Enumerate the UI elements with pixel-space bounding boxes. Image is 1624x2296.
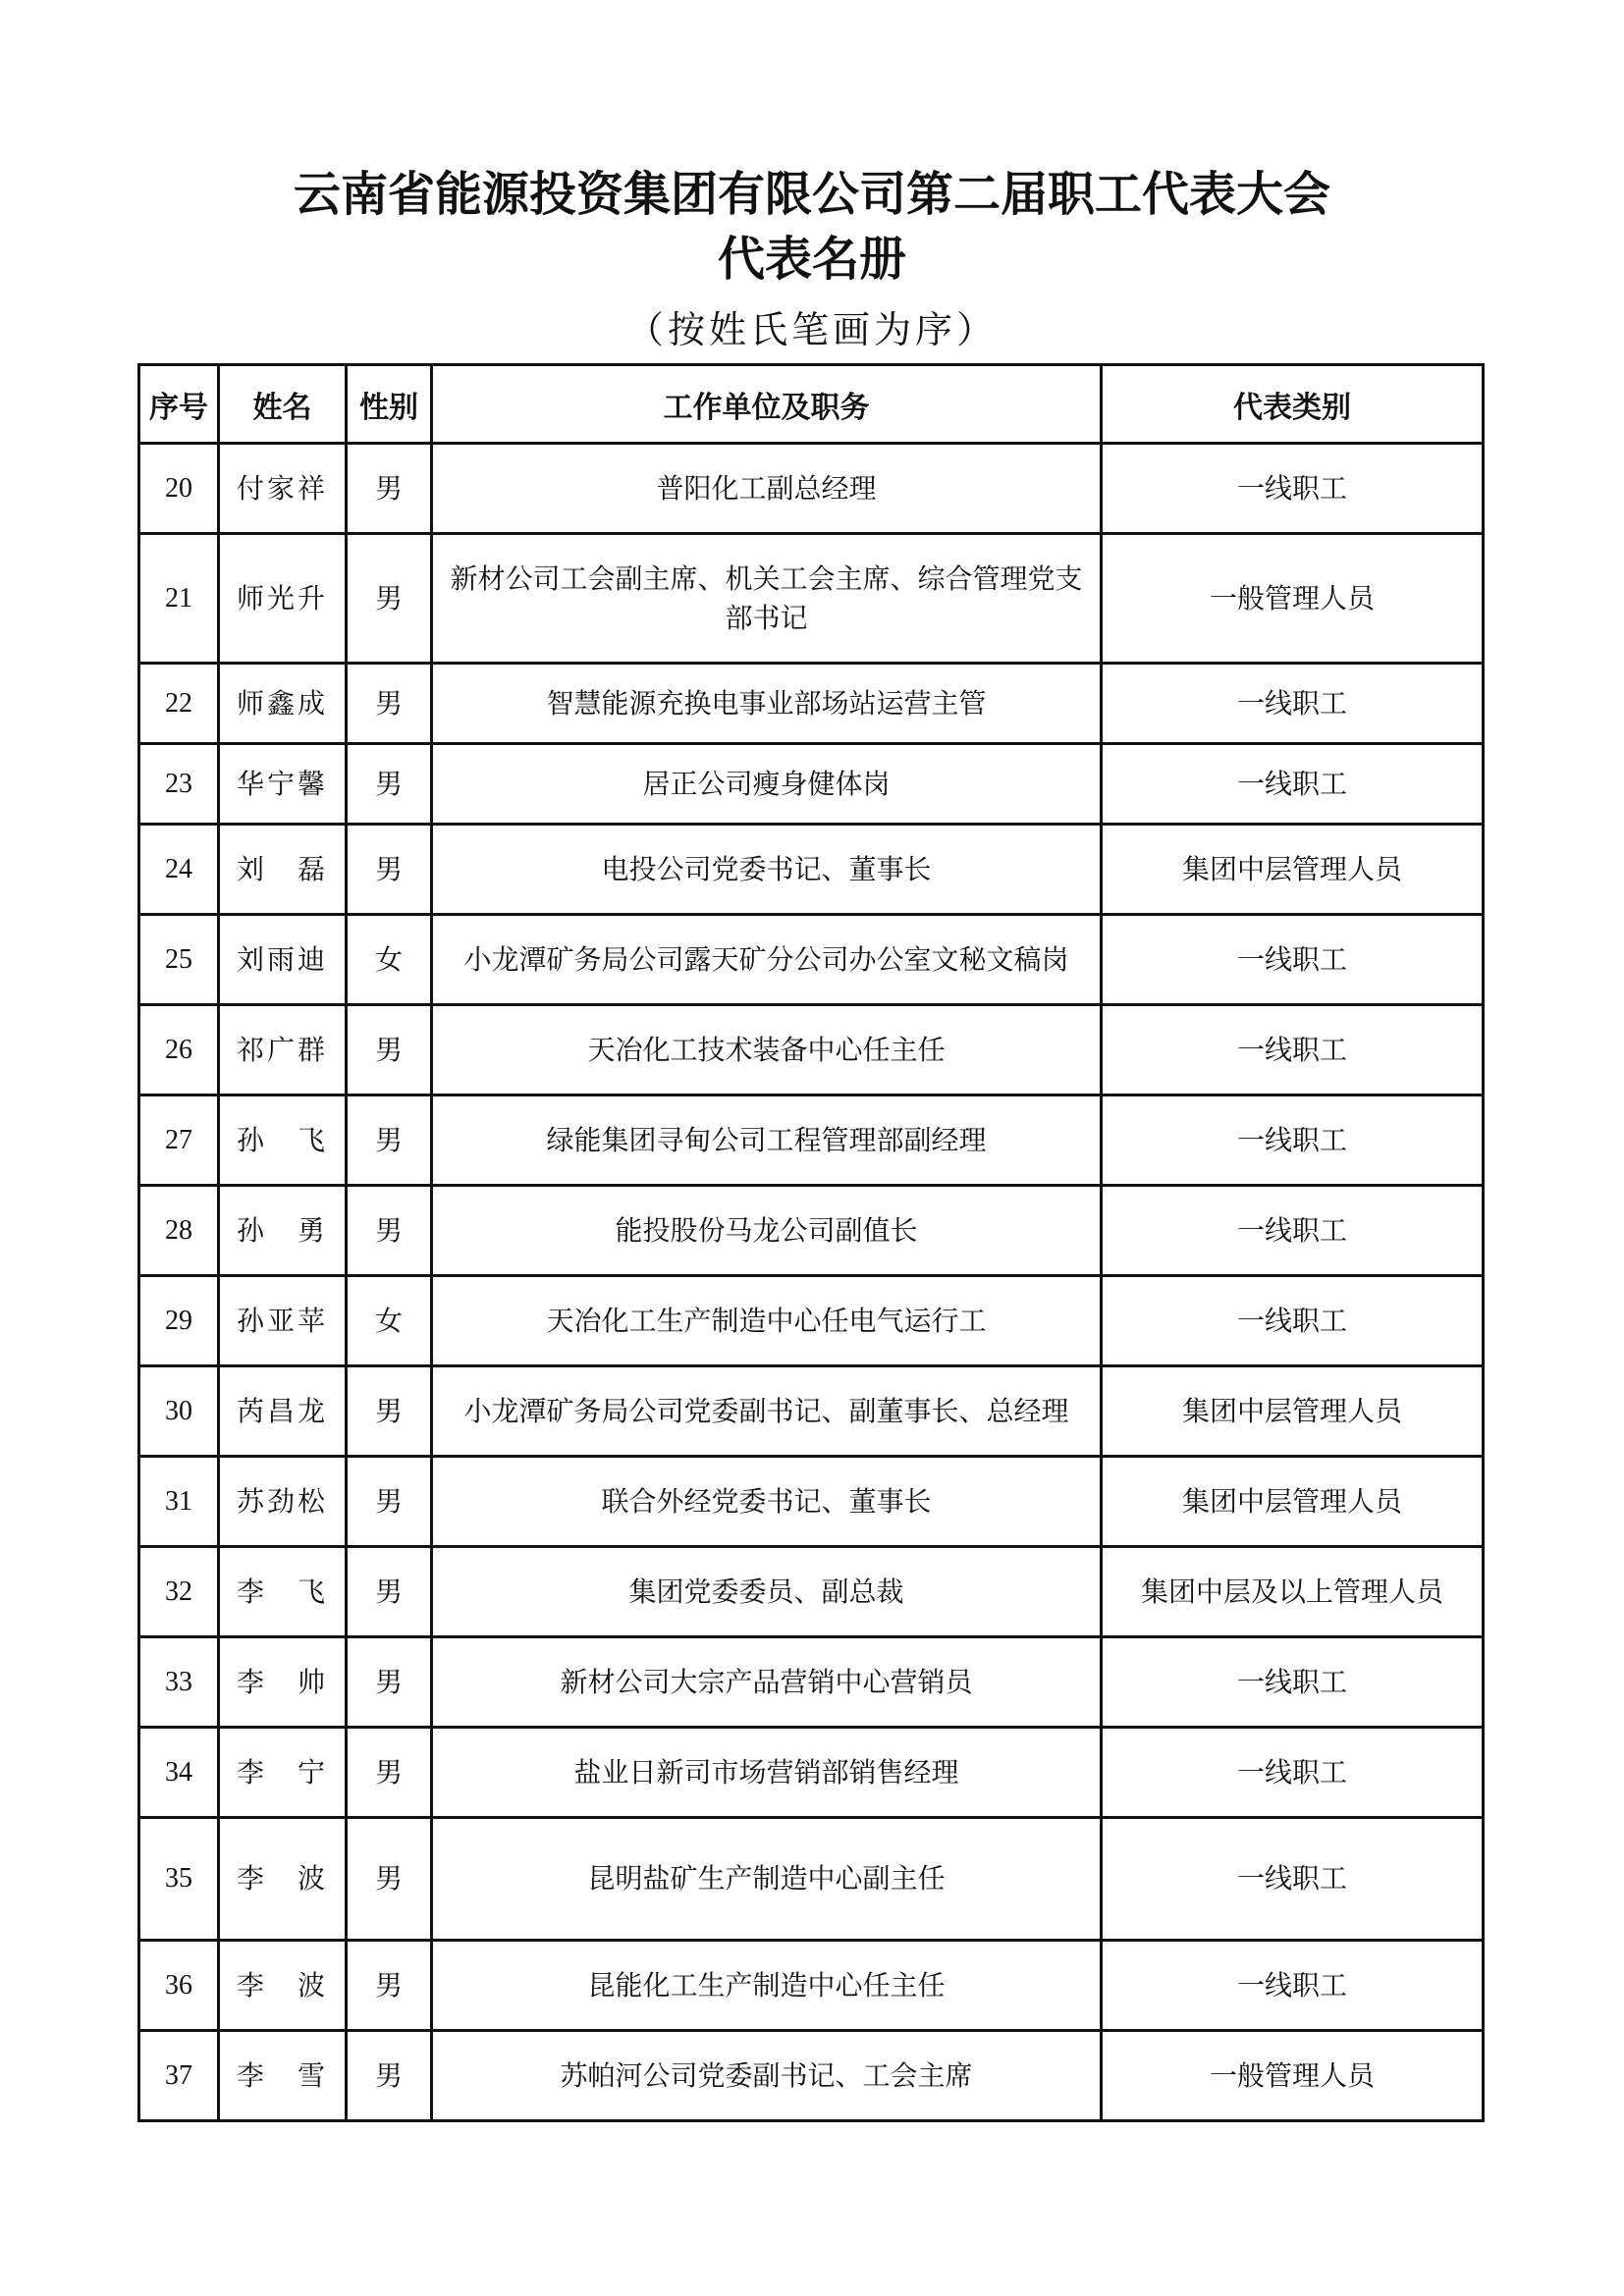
cell-gender: 男 bbox=[347, 2031, 432, 2121]
cell-gender: 女 bbox=[347, 915, 432, 1005]
cell-no: 25 bbox=[139, 915, 219, 1005]
cell-category: 一线职工 bbox=[1102, 1186, 1484, 1276]
table-row bbox=[139, 1186, 1484, 1276]
table-row bbox=[139, 1818, 1484, 1941]
cell-unit: 集团党委委员、副总裁 bbox=[432, 1547, 1102, 1637]
table-row bbox=[139, 1941, 1484, 2031]
cell-category: 集团中层及以上管理人员 bbox=[1102, 1547, 1484, 1637]
cell-no: 26 bbox=[139, 1005, 219, 1095]
cell-name: 李 飞 bbox=[219, 1547, 347, 1637]
cell-unit: 天冶化工技术装备中心任主任 bbox=[432, 1005, 1102, 1095]
cell-name: 祁广群 bbox=[219, 1005, 347, 1095]
table-row bbox=[139, 1095, 1484, 1186]
cell-name: 华宁馨 bbox=[219, 744, 347, 825]
cell-category: 一线职工 bbox=[1102, 1941, 1484, 2031]
cell-unit: 绿能集团寻甸公司工程管理部副经理 bbox=[432, 1095, 1102, 1186]
cell-name: 李 宁 bbox=[219, 1728, 347, 1818]
cell-no: 28 bbox=[139, 1186, 219, 1276]
table-row bbox=[139, 1366, 1484, 1457]
document-title-line1: 云南省能源投资集团有限公司第二届职工代表大会 bbox=[293, 167, 1330, 222]
cell-unit: 联合外经党委书记、董事长 bbox=[432, 1457, 1102, 1547]
cell-unit: 昆明盐矿生产制造中心副主任 bbox=[432, 1818, 1102, 1941]
cell-category: 一般管理人员 bbox=[1102, 2031, 1484, 2121]
cell-name: 苏劲松 bbox=[219, 1457, 347, 1547]
cell-gender: 男 bbox=[347, 1547, 432, 1637]
cell-category: 一线职工 bbox=[1102, 1637, 1484, 1728]
cell-gender: 男 bbox=[347, 1637, 432, 1728]
cell-unit: 盐业日新司市场营销部销售经理 bbox=[432, 1728, 1102, 1818]
cell-name: 师鑫成 bbox=[219, 664, 347, 744]
cell-gender: 男 bbox=[347, 1186, 432, 1276]
cell-name: 李 波 bbox=[219, 1818, 347, 1941]
cell-category: 集团中层管理人员 bbox=[1102, 825, 1484, 915]
cell-unit: 小龙潭矿务局公司党委副书记、副董事长、总经理 bbox=[432, 1366, 1102, 1457]
cell-unit: 能投股份马龙公司副值长 bbox=[432, 1186, 1102, 1276]
cell-name: 刘 磊 bbox=[219, 825, 347, 915]
cell-name: 师光升 bbox=[219, 534, 347, 664]
cell-name: 孙 飞 bbox=[219, 1095, 347, 1186]
cell-unit: 苏帕河公司党委副书记、工会主席 bbox=[432, 2031, 1102, 2121]
cell-unit: 电投公司党委书记、董事长 bbox=[432, 825, 1102, 915]
cell-gender: 男 bbox=[347, 1095, 432, 1186]
delegate-roster-table bbox=[137, 363, 1485, 2122]
cell-no: 23 bbox=[139, 744, 219, 825]
cell-no: 37 bbox=[139, 2031, 219, 2121]
cell-no: 27 bbox=[139, 1095, 219, 1186]
header-name: 姓名 bbox=[219, 365, 347, 444]
cell-no: 34 bbox=[139, 1728, 219, 1818]
cell-category: 一般管理人员 bbox=[1102, 534, 1484, 664]
cell-no: 20 bbox=[139, 444, 219, 534]
table-row bbox=[139, 915, 1484, 1005]
table-row bbox=[139, 1276, 1484, 1366]
cell-unit: 居正公司瘦身健体岗 bbox=[432, 744, 1102, 825]
cell-no: 35 bbox=[139, 1818, 219, 1941]
cell-category: 一线职工 bbox=[1102, 1095, 1484, 1186]
cell-category: 一线职工 bbox=[1102, 664, 1484, 744]
table-header-row bbox=[139, 365, 1484, 444]
cell-unit: 智慧能源充换电事业部场站运营主管 bbox=[432, 664, 1102, 744]
table-row bbox=[139, 1005, 1484, 1095]
header-unit: 工作单位及职务 bbox=[432, 365, 1102, 444]
cell-category: 一线职工 bbox=[1102, 1276, 1484, 1366]
cell-no: 31 bbox=[139, 1457, 219, 1547]
cell-gender: 女 bbox=[347, 1276, 432, 1366]
table-row bbox=[139, 534, 1484, 664]
cell-no: 30 bbox=[139, 1366, 219, 1457]
document-subtitle: （按姓氏笔画为序） bbox=[625, 308, 998, 351]
cell-name: 李 波 bbox=[219, 1941, 347, 2031]
header-gender: 性别 bbox=[347, 365, 432, 444]
cell-no: 24 bbox=[139, 825, 219, 915]
cell-gender: 男 bbox=[347, 825, 432, 915]
cell-no: 33 bbox=[139, 1637, 219, 1728]
cell-gender: 男 bbox=[347, 534, 432, 664]
cell-no: 32 bbox=[139, 1547, 219, 1637]
cell-no: 29 bbox=[139, 1276, 219, 1366]
cell-category: 一线职工 bbox=[1102, 1728, 1484, 1818]
table-row bbox=[139, 1457, 1484, 1547]
cell-gender: 男 bbox=[347, 1005, 432, 1095]
cell-gender: 男 bbox=[347, 1728, 432, 1818]
cell-name: 李 帅 bbox=[219, 1637, 347, 1728]
document-title-line2: 代表名册 bbox=[717, 232, 906, 287]
cell-no: 36 bbox=[139, 1941, 219, 2031]
cell-category: 一线职工 bbox=[1102, 915, 1484, 1005]
table-row bbox=[139, 1637, 1484, 1728]
table-row bbox=[139, 444, 1484, 534]
table-row bbox=[139, 664, 1484, 744]
table-row bbox=[139, 2031, 1484, 2121]
cell-name: 刘雨迪 bbox=[219, 915, 347, 1005]
table-row bbox=[139, 825, 1484, 915]
cell-category: 集团中层管理人员 bbox=[1102, 1457, 1484, 1547]
cell-no: 22 bbox=[139, 664, 219, 744]
cell-category: 一线职工 bbox=[1102, 744, 1484, 825]
cell-gender: 男 bbox=[347, 1818, 432, 1941]
table-row bbox=[139, 1547, 1484, 1637]
cell-category: 一线职工 bbox=[1102, 1005, 1484, 1095]
cell-gender: 男 bbox=[347, 1941, 432, 2031]
cell-name: 付家祥 bbox=[219, 444, 347, 534]
table-body bbox=[139, 444, 1484, 2121]
cell-gender: 男 bbox=[347, 1457, 432, 1547]
table-row bbox=[139, 1728, 1484, 1818]
cell-category: 一线职工 bbox=[1102, 1818, 1484, 1941]
table-row bbox=[139, 744, 1484, 825]
header-no: 序号 bbox=[139, 365, 219, 444]
cell-no: 21 bbox=[139, 534, 219, 664]
cell-gender: 男 bbox=[347, 664, 432, 744]
cell-name: 孙 勇 bbox=[219, 1186, 347, 1276]
cell-category: 一线职工 bbox=[1102, 444, 1484, 534]
cell-unit: 小龙潭矿务局公司露天矿分公司办公室文秘文稿岗 bbox=[432, 915, 1102, 1005]
cell-unit: 昆能化工生产制造中心任主任 bbox=[432, 1941, 1102, 2031]
cell-unit: 天冶化工生产制造中心任电气运行工 bbox=[432, 1276, 1102, 1366]
cell-unit: 新材公司工会副主席、机关工会主席、综合管理党支部书记 bbox=[432, 534, 1102, 664]
cell-name: 李 雪 bbox=[219, 2031, 347, 2121]
cell-name: 芮昌龙 bbox=[219, 1366, 347, 1457]
cell-unit: 普阳化工副总经理 bbox=[432, 444, 1102, 534]
cell-category: 集团中层管理人员 bbox=[1102, 1366, 1484, 1457]
cell-name: 孙亚苹 bbox=[219, 1276, 347, 1366]
header-category: 代表类别 bbox=[1102, 365, 1484, 444]
cell-gender: 男 bbox=[347, 444, 432, 534]
cell-gender: 男 bbox=[347, 1366, 432, 1457]
cell-gender: 男 bbox=[347, 744, 432, 825]
cell-unit: 新材公司大宗产品营销中心营销员 bbox=[432, 1637, 1102, 1728]
